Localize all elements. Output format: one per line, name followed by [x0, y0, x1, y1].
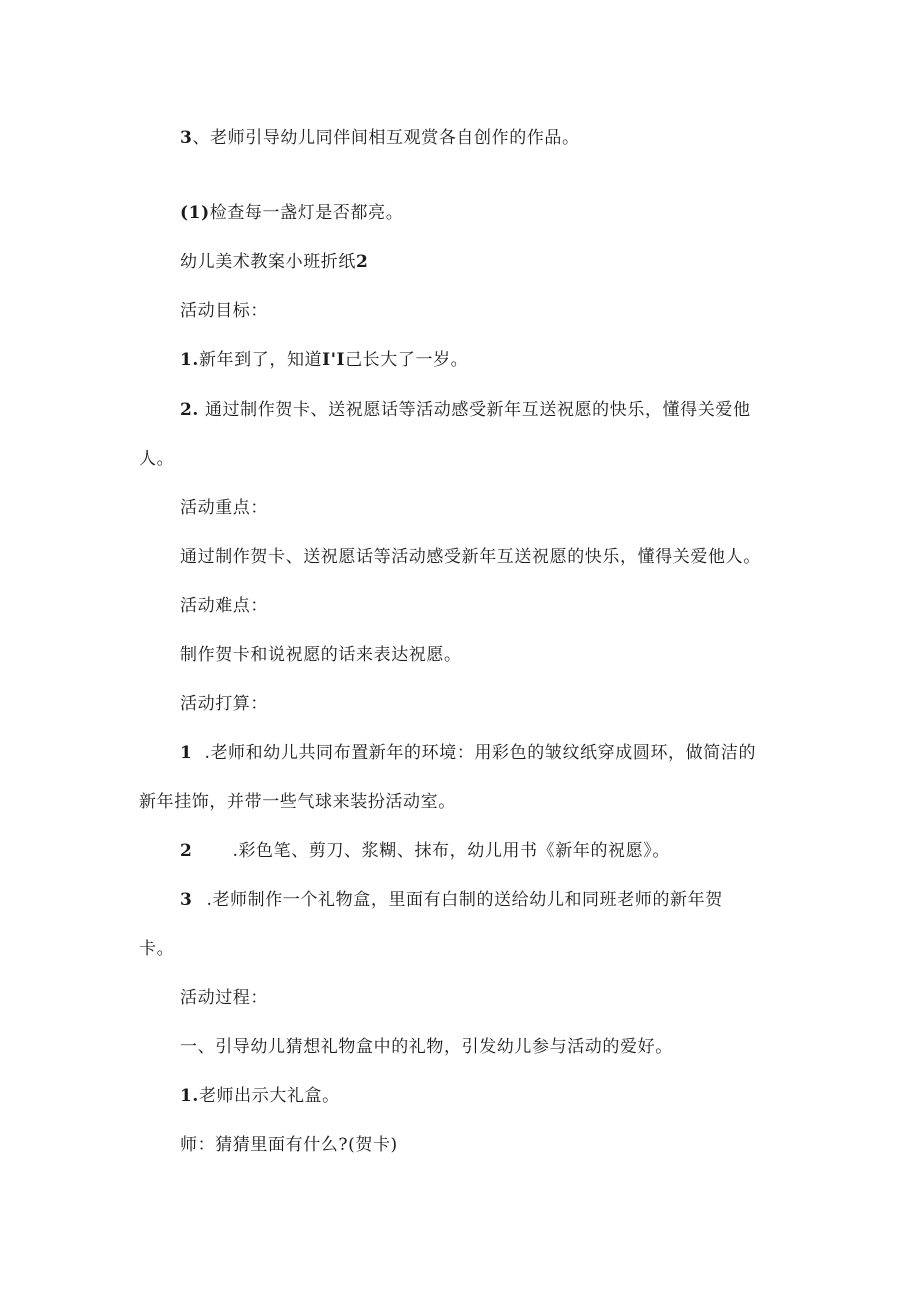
prep-2-line	[180, 839, 670, 863]
goal-2-line	[180, 398, 751, 422]
paragraph-text: 人。	[139, 449, 175, 469]
paragraph-text: 卡。	[139, 939, 175, 959]
paragraph-text: 通过制作贺卡、送祝愿话等活动感受新年互送祝愿的快乐，懂得关爱他人。	[180, 547, 761, 567]
difficulty-text	[180, 643, 462, 667]
paragraph-text: 新年到了，知道	[198, 350, 323, 370]
item-number: (1)	[180, 203, 210, 223]
section-title	[180, 250, 368, 274]
sub-item-1-line	[180, 201, 403, 225]
process-item-1-line	[180, 1084, 340, 1108]
prep-3-line	[180, 888, 723, 912]
heading-text: 活动难点：	[180, 596, 268, 616]
process-step-one	[180, 1035, 673, 1059]
item-number: 1.	[180, 1086, 199, 1106]
paragraph-text: 新年挂饰，并带一些气球来装扮活动室。	[139, 792, 456, 812]
heading-text: 活动打算：	[180, 694, 268, 714]
heading-preparation	[180, 692, 268, 716]
item-number: 2.	[180, 400, 199, 420]
paragraph-text: 一、引导幼儿猜想礼物盒中的礼物，引发幼儿参与活动的爱好。	[180, 1037, 673, 1057]
teacher-dialogue	[180, 1133, 398, 1157]
heading-text: 活动目标：	[180, 301, 268, 321]
paragraph-text: 老师出示大礼盒。	[198, 1086, 340, 1106]
paragraph-text: 师：猜猜里面有什么?(贺卡)	[180, 1135, 398, 1155]
step-3-line	[180, 126, 580, 150]
item-number: 3	[180, 890, 193, 910]
garbled-glyph: I'I	[322, 350, 346, 370]
paragraph-text: .老师制作一个礼物盒，里面有白制的送给幼儿和同班老师的新年贺	[206, 890, 723, 910]
prep-3-continuation	[139, 937, 174, 961]
focus-text	[180, 545, 761, 569]
item-number: 3	[180, 128, 193, 148]
paragraph-text: 通过制作贺卡、送祝愿话等活动感受新年互送祝愿的快乐，懂得关爱他	[198, 400, 751, 420]
paragraph-text: 检查每一盏灯是否都亮。	[209, 203, 404, 223]
paragraph-text: .老师和幼儿共同布置新年的环境：用彩色的皱纹纸穿成圆环，做简洁的	[204, 743, 757, 763]
paragraph-text: .彩色笔、剪刀、浆糊、抹布，幼儿用书《新年的祝愿》。	[232, 841, 670, 861]
item-number: 1	[180, 743, 193, 763]
paragraph-text: 己长大了一岁。	[345, 350, 469, 370]
section-title-text: 幼儿美术教案小班折纸	[180, 252, 356, 272]
item-number: 1.	[180, 350, 199, 370]
goal-2-continuation	[139, 447, 174, 471]
prep-1-continuation	[139, 790, 456, 814]
heading-focus	[180, 496, 268, 520]
heading-text: 活动重点：	[180, 498, 268, 518]
paragraph-text: 、老师引导幼儿同伴间相互观赏各自创作的作品。	[192, 128, 580, 148]
heading-goals	[180, 299, 268, 323]
item-number: 2	[180, 841, 193, 861]
heading-difficulty	[180, 594, 268, 618]
heading-process	[180, 986, 268, 1010]
prep-1-line	[180, 741, 756, 765]
section-title-number: 2	[356, 252, 369, 272]
paragraph-text: 制作贺卡和说祝愿的话来表达祝愿。	[180, 645, 462, 665]
heading-text: 活动过程：	[180, 988, 268, 1008]
goal-1-line	[180, 348, 468, 372]
